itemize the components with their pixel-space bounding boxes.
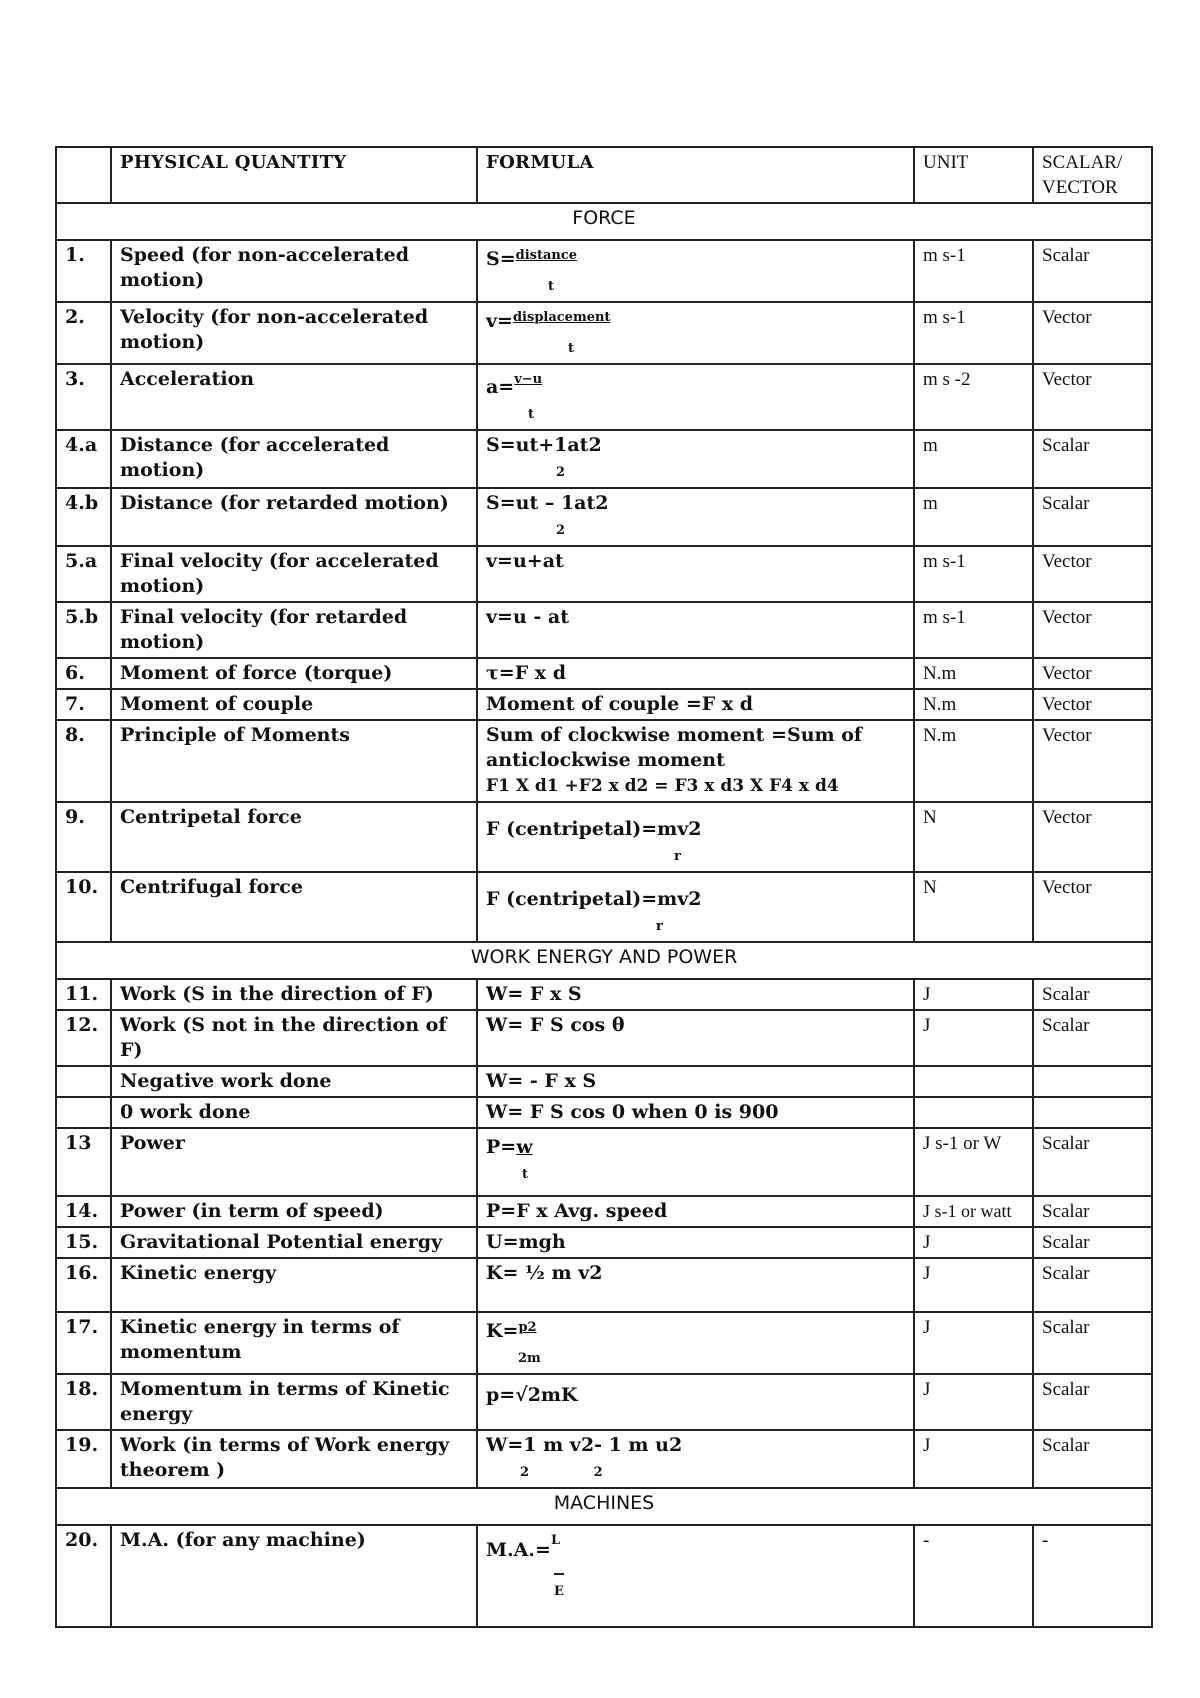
formula-cell: P=w t bbox=[477, 1128, 914, 1196]
formula-cell: W= F x S bbox=[477, 979, 914, 1010]
unit-cell: - bbox=[914, 1525, 1033, 1627]
type-cell: Vector bbox=[1033, 658, 1152, 689]
table-row bbox=[56, 1196, 1152, 1227]
table-row bbox=[56, 546, 1152, 602]
row-number: 17. bbox=[56, 1312, 111, 1374]
table-row bbox=[56, 1258, 1152, 1312]
formula-cell: Sum of clockwise moment =Sum of anticlockwise moment F1 X d1 +F2 x d2 = F3 x d3 X F4 x d4 bbox=[477, 720, 914, 802]
unit-cell: J bbox=[914, 1227, 1033, 1258]
unit-cell: J bbox=[914, 1374, 1033, 1430]
type-cell: Scalar bbox=[1033, 240, 1152, 302]
formula-cell: U=mgh bbox=[477, 1227, 914, 1258]
formula-cell: W= F S cos 0 when 0 is 900 bbox=[477, 1097, 914, 1128]
quantity-cell: Velocity (for non-accelerated motion) bbox=[111, 302, 477, 364]
formula-cell: W=1 m v2- 1 m u2 2 2 bbox=[477, 1430, 914, 1488]
formula-cell: a=$^{v-u}$ t bbox=[477, 364, 914, 430]
table-row bbox=[56, 689, 1152, 720]
table-row bbox=[56, 1430, 1152, 1488]
type-cell: Scalar bbox=[1033, 1312, 1152, 1374]
formula-cell: v=u - at bbox=[477, 602, 914, 658]
row-number: 10. bbox=[56, 872, 111, 942]
quantity-cell: Final velocity (for retarded motion) bbox=[111, 602, 477, 658]
quantity-cell: Centrifugal force bbox=[111, 872, 477, 942]
table-row bbox=[56, 240, 1152, 302]
row-number: 11. bbox=[56, 979, 111, 1010]
header-num bbox=[56, 147, 111, 203]
type-cell bbox=[1033, 1097, 1152, 1128]
quantity-cell: Acceleration bbox=[111, 364, 477, 430]
table-row bbox=[56, 872, 1152, 942]
table-row bbox=[56, 602, 1152, 658]
formula-cell: K=$^{p2}$ 2m bbox=[477, 1312, 914, 1374]
type-cell: Scalar bbox=[1033, 1430, 1152, 1488]
type-cell: Vector bbox=[1033, 802, 1152, 872]
formula-cell: F (centripetal)=mv2 r bbox=[477, 802, 914, 872]
row-number: 9. bbox=[56, 802, 111, 872]
quantity-cell: Momentum in terms of Kinetic energy bbox=[111, 1374, 477, 1430]
row-number: 12. bbox=[56, 1010, 111, 1066]
header-quantity: PHYSICAL QUANTITY bbox=[111, 147, 477, 203]
type-cell: Vector bbox=[1033, 546, 1152, 602]
type-cell: Vector bbox=[1033, 602, 1152, 658]
unit-cell: N bbox=[914, 872, 1033, 942]
table-row bbox=[56, 430, 1152, 488]
row-number: 5.b bbox=[56, 602, 111, 658]
section-row bbox=[56, 203, 1152, 240]
row-number: 14. bbox=[56, 1196, 111, 1227]
type-cell: Scalar bbox=[1033, 488, 1152, 546]
quantity-cell: Final velocity (for accelerated motion) bbox=[111, 546, 477, 602]
table-row bbox=[56, 1525, 1152, 1627]
type-cell: Scalar bbox=[1033, 1196, 1152, 1227]
type-cell bbox=[1033, 1066, 1152, 1097]
section-title-machines: MACHINES bbox=[56, 1488, 1152, 1525]
quantity-cell: Centripetal force bbox=[111, 802, 477, 872]
quantity-cell: 0 work done bbox=[111, 1097, 477, 1128]
type-cell: - bbox=[1033, 1525, 1152, 1627]
quantity-cell: Power (in term of speed) bbox=[111, 1196, 477, 1227]
table-row bbox=[56, 364, 1152, 430]
formula-cell: W= F S cos θ bbox=[477, 1010, 914, 1066]
row-number: 4.b bbox=[56, 488, 111, 546]
type-cell: Vector bbox=[1033, 689, 1152, 720]
unit-cell: m s-1 bbox=[914, 602, 1033, 658]
type-cell: Scalar bbox=[1033, 1010, 1152, 1066]
type-cell: Scalar bbox=[1033, 1227, 1152, 1258]
table-row bbox=[56, 488, 1152, 546]
unit-cell: N.m bbox=[914, 658, 1033, 689]
table-row bbox=[56, 658, 1152, 689]
quantity-cell: Distance (for retarded motion) bbox=[111, 488, 477, 546]
unit-cell: m s-1 bbox=[914, 546, 1033, 602]
row-number: 7. bbox=[56, 689, 111, 720]
table-row bbox=[56, 802, 1152, 872]
unit-cell: J bbox=[914, 979, 1033, 1010]
header-formula: FORMULA bbox=[477, 147, 914, 203]
unit-cell: m bbox=[914, 488, 1033, 546]
table-row bbox=[56, 1374, 1152, 1430]
formula-cell: v=$^{displacement}$ t bbox=[477, 302, 914, 364]
table-row bbox=[56, 1128, 1152, 1196]
table-row bbox=[56, 979, 1152, 1010]
header-type: SCALAR/ VECTOR bbox=[1033, 147, 1152, 203]
unit-cell: m s-1 bbox=[914, 240, 1033, 302]
formula-cell: Moment of couple =F x d bbox=[477, 689, 914, 720]
type-cell: Vector bbox=[1033, 872, 1152, 942]
unit-cell: m bbox=[914, 430, 1033, 488]
row-number: 15. bbox=[56, 1227, 111, 1258]
row-number: 3. bbox=[56, 364, 111, 430]
quantity-cell: Power bbox=[111, 1128, 477, 1196]
formula-cell: S=ut – 1at2 2 bbox=[477, 488, 914, 546]
row-number bbox=[56, 1097, 111, 1128]
header-unit: UNIT bbox=[914, 147, 1033, 203]
unit-cell bbox=[914, 1066, 1033, 1097]
unit-cell: N.m bbox=[914, 689, 1033, 720]
row-number: 4.a bbox=[56, 430, 111, 488]
row-number: 19. bbox=[56, 1430, 111, 1488]
row-number: 5.a bbox=[56, 546, 111, 602]
row-number: 20. bbox=[56, 1525, 111, 1627]
physics-formula-table bbox=[55, 146, 1153, 1628]
type-cell: Scalar bbox=[1033, 1258, 1152, 1312]
quantity-cell: Moment of force (torque) bbox=[111, 658, 477, 689]
quantity-cell: Work (in terms of Work energy theorem ) bbox=[111, 1430, 477, 1488]
row-number: 6. bbox=[56, 658, 111, 689]
quantity-cell: Work (S in the direction of F) bbox=[111, 979, 477, 1010]
formula-cell: K= ½ m v2 bbox=[477, 1258, 914, 1312]
formula-cell: M.A.=$^L$ E bbox=[477, 1525, 914, 1627]
section-title-work: WORK ENERGY AND POWER bbox=[56, 942, 1152, 979]
unit-cell: J bbox=[914, 1258, 1033, 1312]
table-row bbox=[56, 720, 1152, 802]
table-row bbox=[56, 1312, 1152, 1374]
quantity-cell: M.A. (for any machine) bbox=[111, 1525, 477, 1627]
formula-cell: p=√2mK bbox=[477, 1374, 914, 1430]
unit-cell: J s-1 or W bbox=[914, 1128, 1033, 1196]
formula-cell: τ=F x d bbox=[477, 658, 914, 689]
quantity-cell: Kinetic energy in terms of momentum bbox=[111, 1312, 477, 1374]
quantity-cell: Work (S not in the direction of F) bbox=[111, 1010, 477, 1066]
table-row bbox=[56, 1227, 1152, 1258]
formula-cell: S=ut+1at2 2 bbox=[477, 430, 914, 488]
unit-cell: N bbox=[914, 802, 1033, 872]
row-number: 2. bbox=[56, 302, 111, 364]
section-title-force: FORCE bbox=[56, 203, 1152, 240]
row-number: 13 bbox=[56, 1128, 111, 1196]
row-number: 18. bbox=[56, 1374, 111, 1430]
formula-cell: P=F x Avg. speed bbox=[477, 1196, 914, 1227]
unit-cell: N.m bbox=[914, 720, 1033, 802]
unit-cell: J bbox=[914, 1430, 1033, 1488]
table-row bbox=[56, 1097, 1152, 1128]
table-row bbox=[56, 1010, 1152, 1066]
quantity-cell: Distance (for accelerated motion) bbox=[111, 430, 477, 488]
unit-cell: J bbox=[914, 1010, 1033, 1066]
type-cell: Vector bbox=[1033, 364, 1152, 430]
table-header-row bbox=[56, 147, 1152, 203]
type-cell: Vector bbox=[1033, 302, 1152, 364]
unit-cell: J s-1 or watt bbox=[914, 1196, 1033, 1227]
unit-cell bbox=[914, 1097, 1033, 1128]
formula-cell: W= - F x S bbox=[477, 1066, 914, 1097]
type-cell: Vector bbox=[1033, 720, 1152, 802]
type-cell: Scalar bbox=[1033, 1374, 1152, 1430]
row-number: 16. bbox=[56, 1258, 111, 1312]
type-cell: Scalar bbox=[1033, 1128, 1152, 1196]
quantity-cell: Speed (for non-accelerated motion) bbox=[111, 240, 477, 302]
section-row bbox=[56, 942, 1152, 979]
quantity-cell: Moment of couple bbox=[111, 689, 477, 720]
unit-cell: m s -2 bbox=[914, 364, 1033, 430]
unit-cell: m s-1 bbox=[914, 302, 1033, 364]
table-row bbox=[56, 1066, 1152, 1097]
row-number bbox=[56, 1066, 111, 1097]
quantity-cell: Principle of Moments bbox=[111, 720, 477, 802]
formula-cell: F (centripetal)=mv2 r bbox=[477, 872, 914, 942]
type-cell: Scalar bbox=[1033, 430, 1152, 488]
row-number: 8. bbox=[56, 720, 111, 802]
row-number: 1. bbox=[56, 240, 111, 302]
quantity-cell: Gravitational Potential energy bbox=[111, 1227, 477, 1258]
type-cell: Scalar bbox=[1033, 979, 1152, 1010]
table-row bbox=[56, 302, 1152, 364]
quantity-cell: Kinetic energy bbox=[111, 1258, 477, 1312]
section-row bbox=[56, 1488, 1152, 1525]
formula-cell: v=u+at bbox=[477, 546, 914, 602]
formula-cell: S=$^{distance}$ t bbox=[477, 240, 914, 302]
quantity-cell: Negative work done bbox=[111, 1066, 477, 1097]
unit-cell: J bbox=[914, 1312, 1033, 1374]
